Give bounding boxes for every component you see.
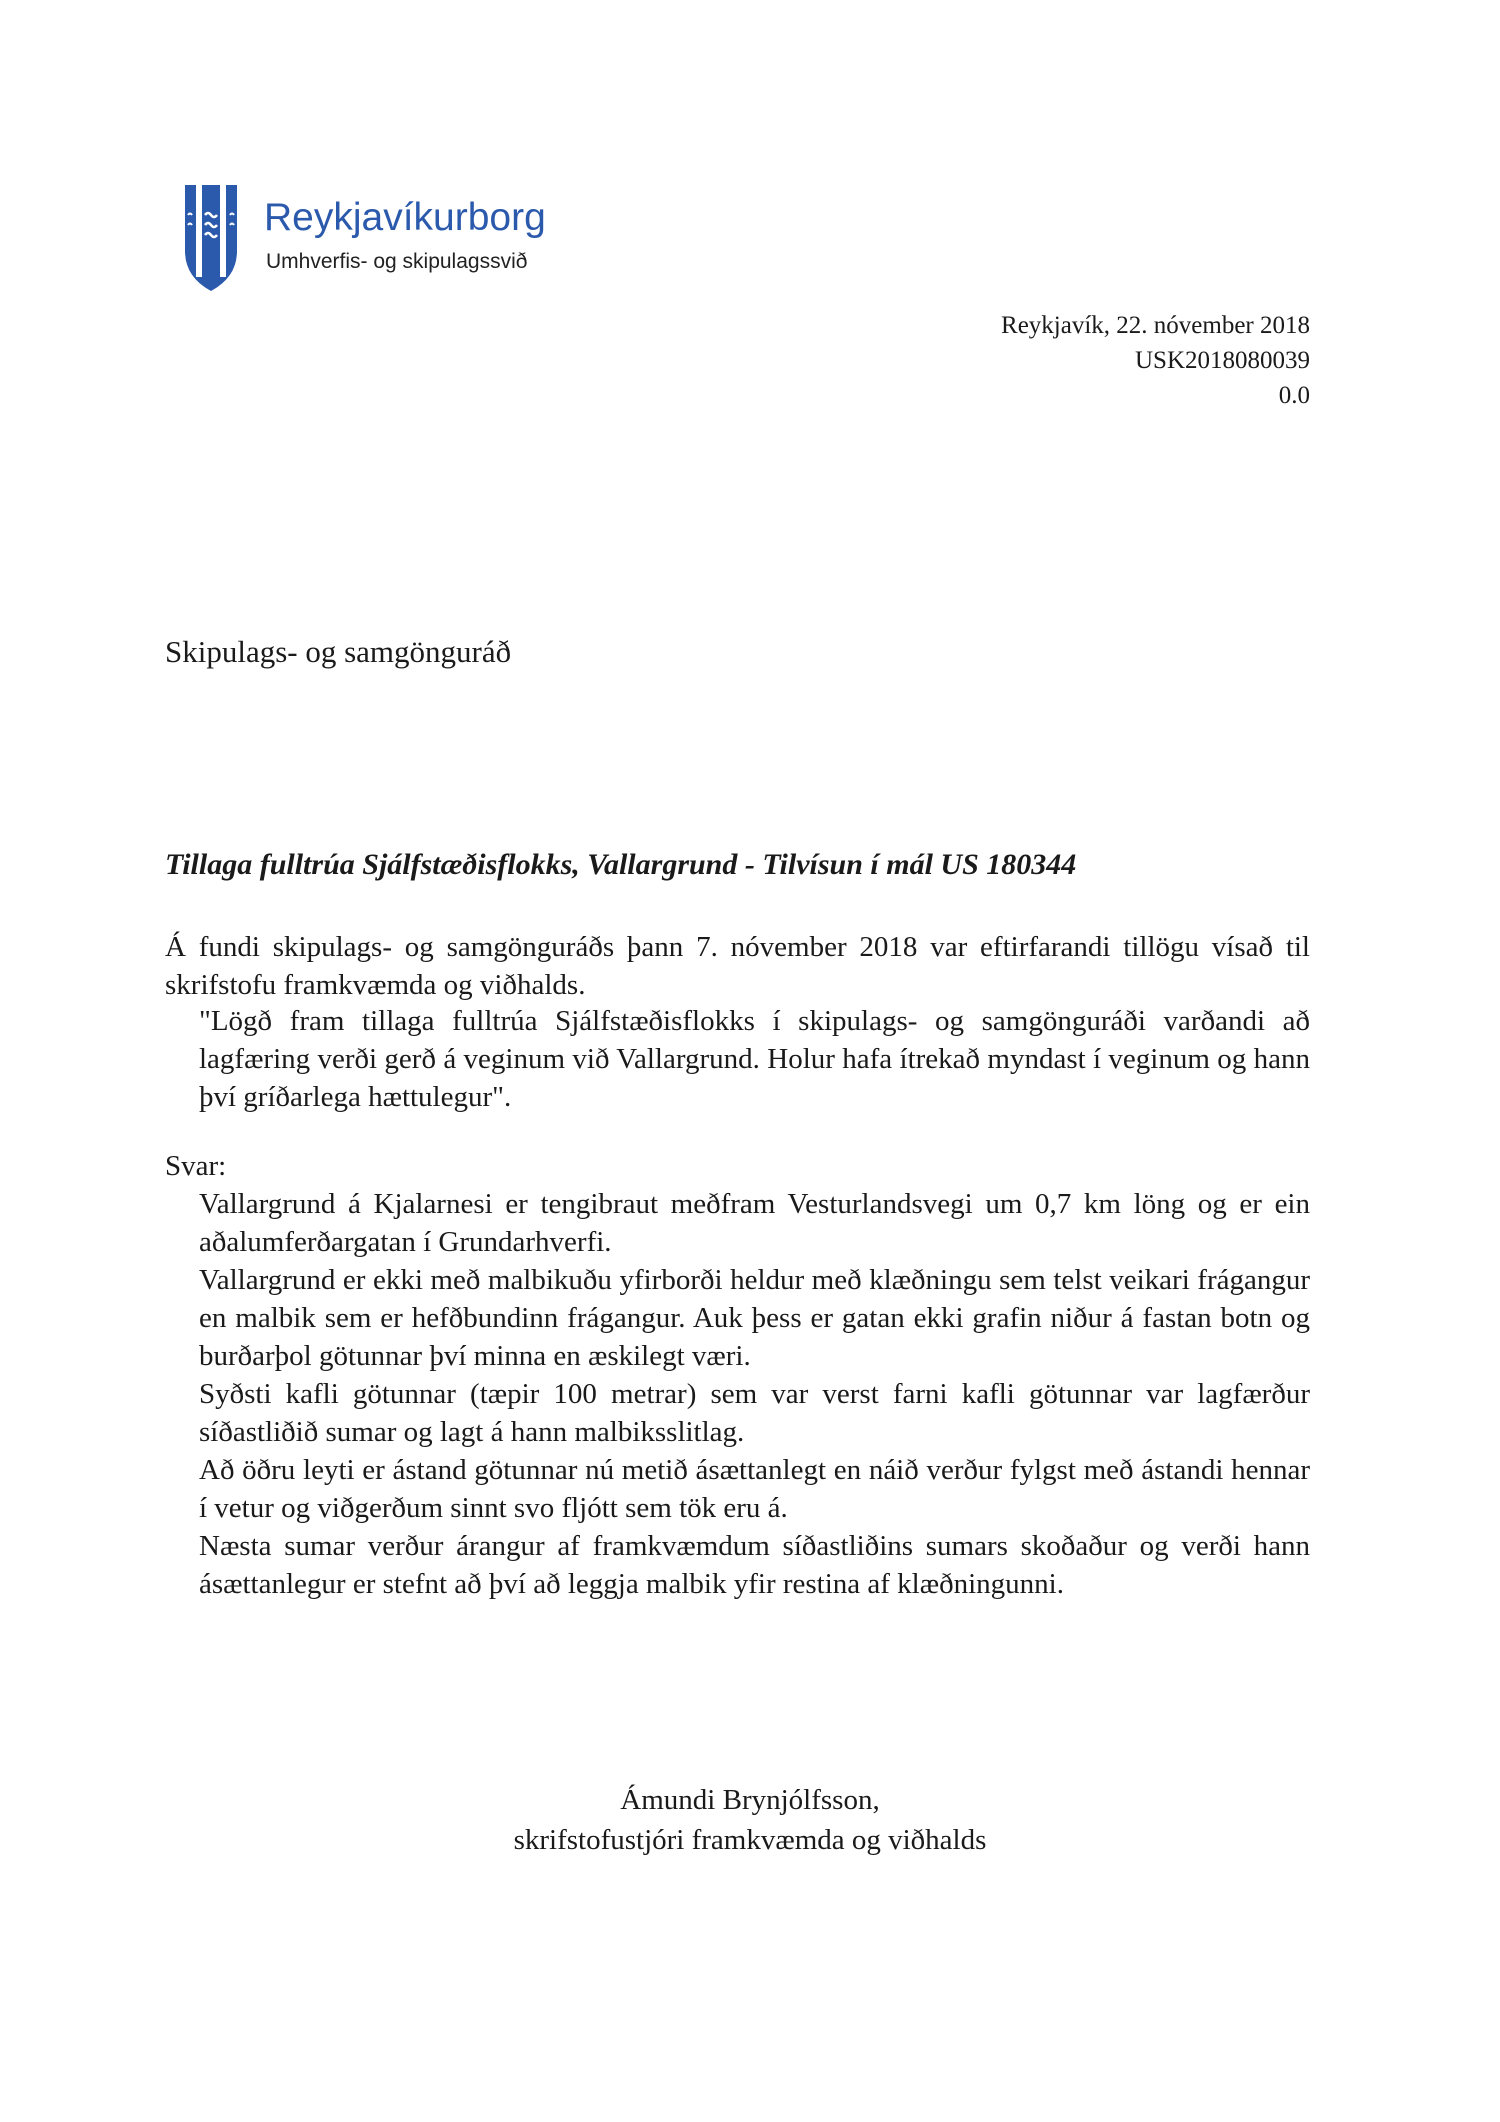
answer-paragraph: Vallargrund er ekki með malbikuðu yfirborði heldur með klæðningu sem telst veikari frágangur en malbik sem er hefðbundinn frágangur. Auk þess er gatan ekki grafin niður á fastan botn og burðarþol götunnar því minna en æskilegt væri. bbox=[199, 1264, 1310, 1372]
signature-block bbox=[0, 1780, 1500, 1860]
quoted-proposal: "Lögð fram tillaga fulltrúa Sjálfstæðisflokks í skipulags- og samgönguráði varðandi að lagfæring verði gerð á veginum við Vallargrund. Holur hafa ítrekað myndast í veginum og hann því gríðarlega hættulegur". bbox=[199, 1005, 1310, 1113]
answer-paragraph: Að öðru leyti er ástand götunnar nú metið ásættanlegt en náið verður fylgst með ástandi hennar í vetur og viðgerðum sinnt svo fljótt sem tök eru á. bbox=[199, 1454, 1310, 1524]
signatory-name: Ámundi Brynjólfsson, bbox=[620, 1784, 880, 1816]
reykjavik-coat-of-arms-logo bbox=[183, 183, 239, 298]
place-date: Reykjavík, 22. nóvember 2018 bbox=[1001, 312, 1310, 339]
recipient: Skipulags- og samgönguráð bbox=[165, 634, 512, 669]
version-number: 0.0 bbox=[1278, 382, 1310, 409]
answer-paragraph: Vallargrund á Kjalarnesi er tengibraut meðfram Vesturlandsvegi um 0,7 km löng og er ein aðalumferðargatan í Grundarhverfi. bbox=[199, 1188, 1310, 1258]
signatory-title: skrifstofustjóri framkvæmda og viðhalds bbox=[513, 1824, 987, 1856]
answer-label: Svar: bbox=[165, 1150, 227, 1182]
answer-paragraph: Syðsti kafli götunnar (tæpir 100 metrar) sem var verst farni kafli götunnar var lagfærður síðastliðið sumar og lagt á hann malbiksslitlag. bbox=[199, 1378, 1310, 1448]
subject-line: Tillaga fulltrúa Sjálfstæðisflokks, Vallargrund - Tilvísun í mál US 180344 bbox=[165, 848, 1077, 881]
case-number: USK2018080039 bbox=[1134, 347, 1310, 374]
answer-body bbox=[199, 1185, 1310, 1603]
letter-meta bbox=[1001, 308, 1310, 413]
intro-paragraph: Á fundi skipulags- og samgönguráðs þann 7. nóvember 2018 var eftirfarandi tillögu vísað til skrifstofu framkvæmda og viðhalds. bbox=[165, 931, 1310, 1001]
department-name: Umhverfis- og skipulagssvið bbox=[266, 250, 528, 273]
answer-paragraph: Næsta sumar verður árangur af framkvæmdum síðastliðins sumars skoðaður og verði hann ásættanlegur er stefnt að því að leggja malbik yfir restina af klæðningunni. bbox=[199, 1530, 1310, 1600]
organization-name: Reykjavíkurborg bbox=[264, 196, 546, 239]
